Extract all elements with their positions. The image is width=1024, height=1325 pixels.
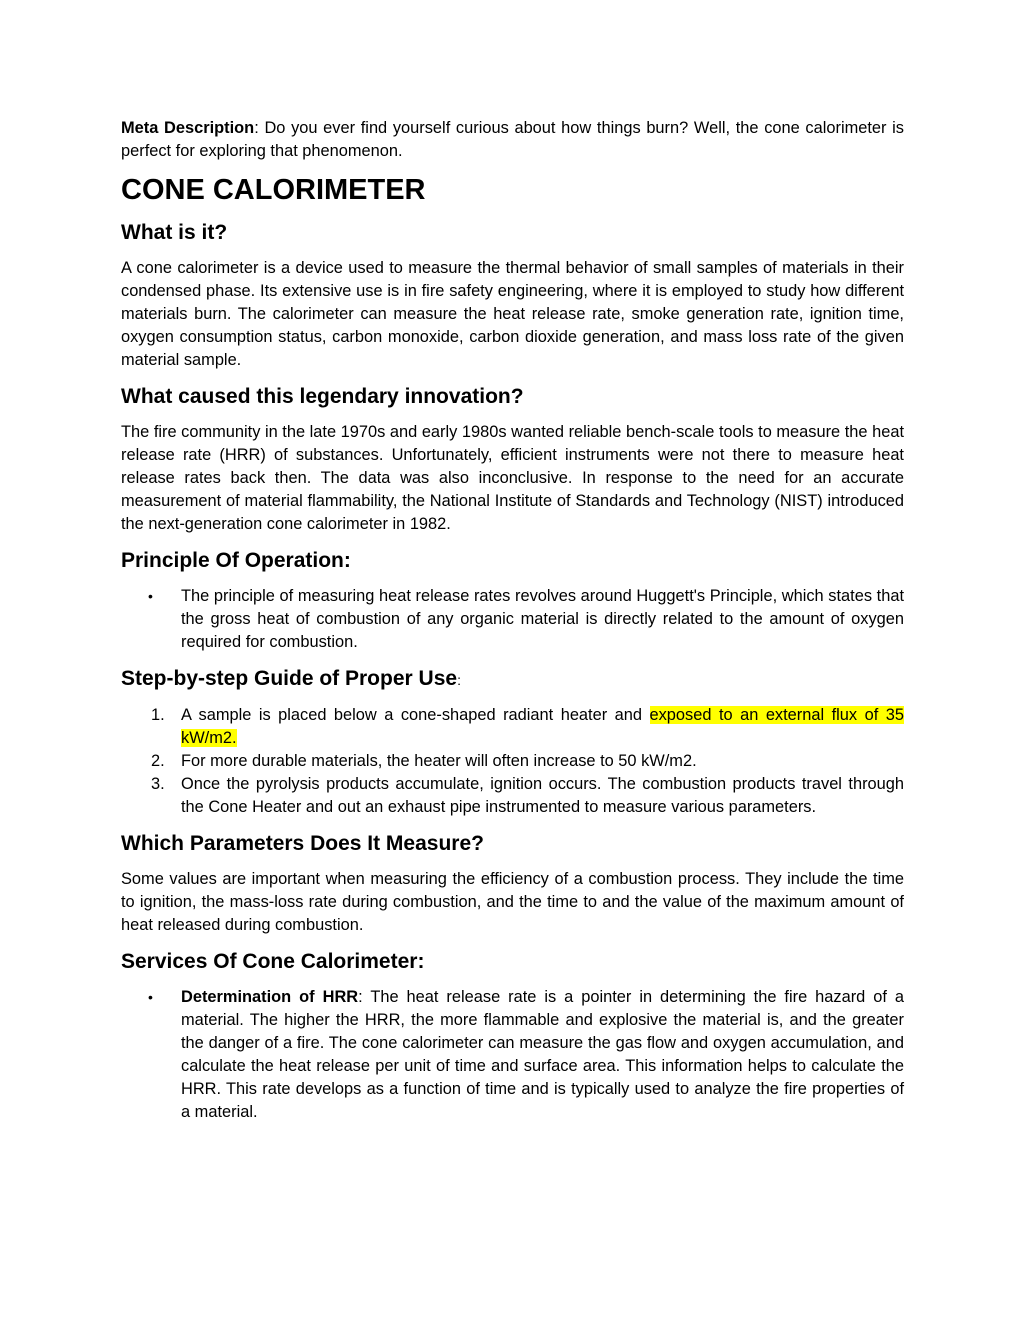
list-item <box>121 773 904 819</box>
meta-description-text: : Do you ever find yourself curious about how things burn? Well, the cone calorimeter is perfect for exploring that phenomenon. <box>121 119 905 160</box>
heading-what-is-it: What is it? <box>121 221 228 244</box>
heading-services: Services Of Cone Calorimeter: <box>121 950 425 973</box>
step-1-text: A sample is placed below a cone-shaped radiant heater and <box>181 706 650 724</box>
heading-parameters: Which Parameters Does It Measure? <box>121 832 484 855</box>
document-page <box>121 117 904 1124</box>
document-title: CONE CALORIMETER <box>121 174 426 206</box>
list-item <box>121 704 904 750</box>
step-3-text: Once the pyrolysis products accumulate, ignition occurs. The combustion products travel through the Cone Heater and out an exhaust pipe instrumented to measure various parameters. <box>181 775 904 816</box>
principle-list <box>121 585 904 654</box>
heading-innovation: What caused this legendary innovation? <box>121 385 524 408</box>
step-number: 3. <box>151 775 165 793</box>
bullet-icon: • <box>148 588 153 604</box>
innovation-paragraph: The fire community in the late 1970s and early 1980s wanted reliable bench-scale tools to measure the heat release rate (HRR) of substances. Unfortunately, efficient instruments were not there to measure heat release rates back then. The data was also inconclusive. In response to the need for an accurate measurement of material flammability, the National Institute of Standards and Technology (NIST) introduced the next-generation cone calorimeter in 1982. <box>121 423 904 533</box>
parameters-paragraph: Some values are important when measuring the efficiency of a combustion process. They include the time to ignition, the mass-loss rate during combustion, and the time to and the value of the maximum amount of heat released during combustion. <box>121 870 904 934</box>
services-list <box>121 986 904 1124</box>
step-number: 2. <box>151 752 165 770</box>
bullet-icon: • <box>148 989 153 1005</box>
step-number: 1. <box>151 706 165 724</box>
services-item-text: : The heat release rate is a pointer in determining the fire hazard of a material. The higher the HRR, the more flammable and explosive the material is, and the greater the danger of a fire. The cone calorimeter can measure the gas flow and oxygen accumulation, and calculate the heat release per unit of time and surface area. This information helps to calculate the HRR. This rate develops as a function of time and is typically used to analyze the fire properties of a material. <box>181 988 904 1121</box>
heading-guide <box>121 664 904 695</box>
heading-principle: Principle Of Operation: <box>121 549 351 572</box>
list-item <box>121 750 904 773</box>
heading-guide-colon: : <box>457 672 461 688</box>
step-1-highlight: exposed to an external flux of 35 kW/m2. <box>181 706 904 747</box>
list-item <box>121 986 904 1124</box>
what-is-it-paragraph: A cone calorimeter is a device used to measure the thermal behavior of small samples of materials in their condensed phase. Its extensive use is in fire safety engineering, where it is employed to study how different materials burn. The calorimeter can measure the heat release rate, smoke generation rate, ignition time, oxygen consumption status, carbon monoxide, carbon dioxide generation, and mass loss rate of the given material sample. <box>121 259 904 369</box>
meta-description-label: Meta Description <box>121 119 255 137</box>
guide-steps-list <box>121 704 904 819</box>
heading-guide-text: Step-by-step Guide of Proper Use <box>121 667 458 690</box>
step-2-text: For more durable materials, the heater will often increase to 50 kW/m2. <box>181 752 697 770</box>
list-item <box>121 585 904 654</box>
meta-description <box>121 117 904 163</box>
services-item-label: Determination of HRR <box>181 988 359 1006</box>
principle-item-text: The principle of measuring heat release rates revolves around Huggett's Principle, which states that the gross heat of combustion of any organic material is directly related to the amount of oxygen required for combustion. <box>181 587 904 651</box>
